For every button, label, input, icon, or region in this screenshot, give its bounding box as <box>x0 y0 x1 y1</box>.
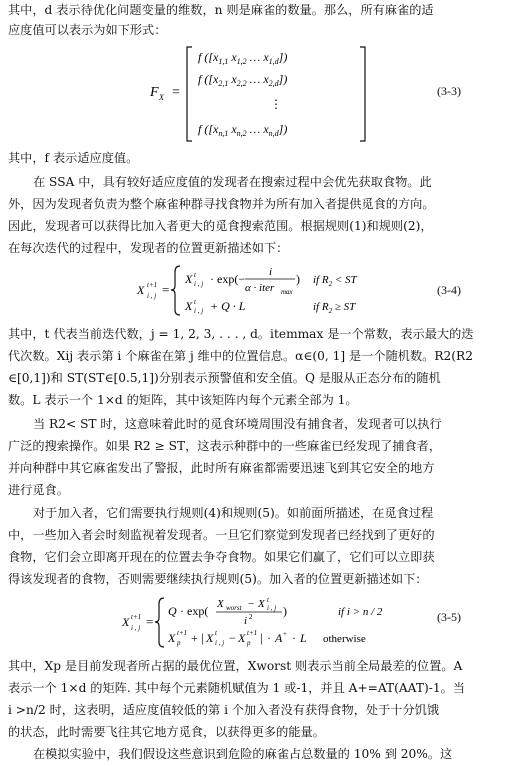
text-line: 其中，Xp 是目前发现者所占据的最优位置，Xworst 则表示当前全局最差的位置。A <box>8 659 463 673</box>
svg-text:X: X <box>238 631 246 645</box>
text-line: 得该发现者的食物，否则需要继续执行规则(5)。加入者的位置更新描述如下： <box>8 572 428 586</box>
svg-text:): ) <box>283 604 287 618</box>
svg-text:X: X <box>168 631 176 645</box>
svg-text:·: · <box>267 631 271 645</box>
svg-text:i , j: i , j <box>131 624 141 632</box>
condition-1: if i > n / 2 <box>338 606 383 618</box>
svg-text:X: X <box>206 631 214 645</box>
svg-text:X: X <box>258 598 265 610</box>
svg-text:X: X <box>185 299 193 313</box>
text-line: 代次数。Xij 表示第 i 个麻雀在第 j 维中的位置信息。α∈(0, 1] 是一个随机数。R2(R2 <box>8 349 473 363</box>
svg-text:): ) <box>296 272 300 286</box>
svg-text:i , j: i , j <box>194 307 204 315</box>
svg-text:α · iter: α · iter <box>245 282 275 294</box>
fx-lhs-sub: X <box>159 93 164 102</box>
text-line: 食物，它们会立即离开现在的位置去争夺食物。如果它们赢了，它们可以立即获 <box>8 550 435 564</box>
text-line: 在 SSA 中，具有较好适应度值的发现者在搜索过程中会优先获取食物。此 <box>33 175 432 189</box>
svg-text:+ Q · L: + Q · L <box>210 299 246 313</box>
svg-text:· exp(−: · exp(− <box>210 272 246 286</box>
svg-text:|: | <box>201 630 204 645</box>
text-line: 其中，f 表示适应度值。 <box>8 151 139 165</box>
text-line: 广泛的搜索操作。如果 R2 ≥ ST，这表示种群中的一些麻雀已经发现了捕食者， <box>8 439 442 453</box>
matrix-row-2: f ([$x_{2,1}$ $x_{2,2}$ … $x_{2,d}$]) <box>198 72 288 88</box>
svg-text:worst: worst <box>226 604 242 612</box>
text-line: 对于加入者，它们需要执行规则(4)和规则(5)。如前面所描述，在觅食过程 <box>33 506 434 520</box>
svg-text:t+1: t+1 <box>131 613 142 621</box>
svg-text:−: − <box>229 631 236 645</box>
text-line: 中，一些加入者会时刻监视着发现者。一旦它们察觉到发现者已经找到了更好的 <box>8 528 435 542</box>
svg-text:t: t <box>194 271 196 279</box>
text-line: 表示一个 1×d 的矩阵. 其中每个元素随机赋值为 1 或-1，并且 A+=AT(AAT)-1。当 <box>8 681 465 695</box>
svg-text:L: L <box>300 631 307 645</box>
text-line: ∈[0,1])和 ST(ST∈[0.5,1])分别表示预警值和安全值。Q 是服从正态分布的随机 <box>8 371 441 385</box>
equation-number: (3-3) <box>437 84 461 98</box>
text-line: 数。L 表示一个 1×d 的矩阵，其中该矩阵内每个元素全部为 1。 <box>8 393 358 407</box>
equation-number: (3-5) <box>437 610 461 624</box>
text-line: i >n/2 时，这表明，适应度值较低的第 i 个加入者没有获得食物，处于十分饥饿 <box>8 703 440 717</box>
text-line: 应度值可以表示为如下形式： <box>8 23 167 37</box>
matrix-row-n: f ([$x_{n,1}$ $x_{n,2}$ … $x_{n,d}$]) <box>198 122 288 138</box>
svg-text:p: p <box>247 639 251 647</box>
equals-sign: = <box>172 85 180 100</box>
svg-text:i: i <box>244 615 248 627</box>
svg-text:|: | <box>260 630 263 645</box>
x-lhs: X <box>137 283 145 297</box>
fx-lhs: F <box>150 85 159 100</box>
left-brace <box>171 266 180 315</box>
text-line: 当 R2< ST 时，这意味着此时的觅食环境周围没有捕食者，发现者可以执行 <box>33 417 442 431</box>
svg-text:t+1: t+1 <box>247 629 258 637</box>
svg-text:i , j: i , j <box>215 639 225 647</box>
svg-text:t: t <box>267 596 269 604</box>
text-line: 进行觅食。 <box>8 483 69 497</box>
text-line: 其中，t 代表当前迭代数，j = 1, 2, 3, . . . , d。itemmax 是一个常数，表示最大的迭 <box>8 327 474 341</box>
left-bracket <box>187 47 192 141</box>
equation-number: (3-4) <box>437 283 461 297</box>
svg-text:· exp(: · exp( <box>180 604 209 618</box>
svg-text:Q: Q <box>168 604 177 618</box>
text-line: 在模拟实验中，我们假设这些意识到危险的麻雀占总数量的 10% 到 20%。这 <box>33 747 453 761</box>
condition-2: otherwise <box>323 633 366 645</box>
svg-text:+: + <box>191 631 198 645</box>
equation-3-5 <box>120 594 420 650</box>
text-line: 其中，d 表示待优化问题变量的维数，n 则是麻雀的数量。那么，所有麻雀的适 <box>8 3 434 17</box>
left-brace <box>155 598 164 647</box>
svg-text:+: + <box>283 630 287 638</box>
svg-text:t+1: t+1 <box>147 281 158 289</box>
svg-text:t: t <box>215 629 217 637</box>
svg-text:·: · <box>292 631 296 645</box>
matrix-vdots: ⋮ <box>270 97 282 111</box>
svg-text:i , j: i , j <box>267 604 277 612</box>
equation-3-4 <box>135 262 405 318</box>
svg-text:=: = <box>162 282 170 297</box>
svg-text:i , j: i , j <box>194 280 204 288</box>
text-line: 外，因为发现者负责为整个麻雀种群寻找食物并为所有加入者提供觅食的方向。 <box>8 197 435 211</box>
svg-text:i , j: i , j <box>147 292 157 300</box>
equation-3-3 <box>150 44 390 144</box>
svg-text:t: t <box>194 298 196 306</box>
matrix-row-1: f ([$x_{1,1}$ $x_{1,2}$ … $x_{1,d}$]) <box>198 50 288 66</box>
right-bracket <box>360 47 365 141</box>
svg-text:−: − <box>248 598 255 610</box>
svg-text:2: 2 <box>249 613 253 621</box>
svg-text:i: i <box>269 266 273 278</box>
svg-text:X: X <box>217 598 224 610</box>
svg-text:X: X <box>185 272 193 286</box>
text-line: 因此，发现者可以获得比加入者更大的觅食搜索范围。根据规则(1)和规则(2)， <box>8 219 433 233</box>
svg-text:A: A <box>275 631 283 645</box>
svg-text:t+1: t+1 <box>177 629 188 637</box>
text-line: 的状态，此时需要飞往其它地方觅食，以获得更多的能量。 <box>8 725 325 739</box>
text-line: 并向种群中其它麻雀发出了警报，此时所有麻雀都需要迅速飞到其它安全的地方 <box>8 461 435 475</box>
x-lhs: X <box>122 615 130 629</box>
text-line: 在每次迭代的过程中，发现者的位置更新描述如下： <box>8 241 289 255</box>
svg-text:=: = <box>146 614 154 629</box>
condition-1: if $R_2$ < ST <box>313 274 357 288</box>
condition-2: if $R_2$ ≥ ST <box>313 301 356 315</box>
svg-text:max: max <box>281 288 293 296</box>
svg-text:p: p <box>177 639 181 647</box>
